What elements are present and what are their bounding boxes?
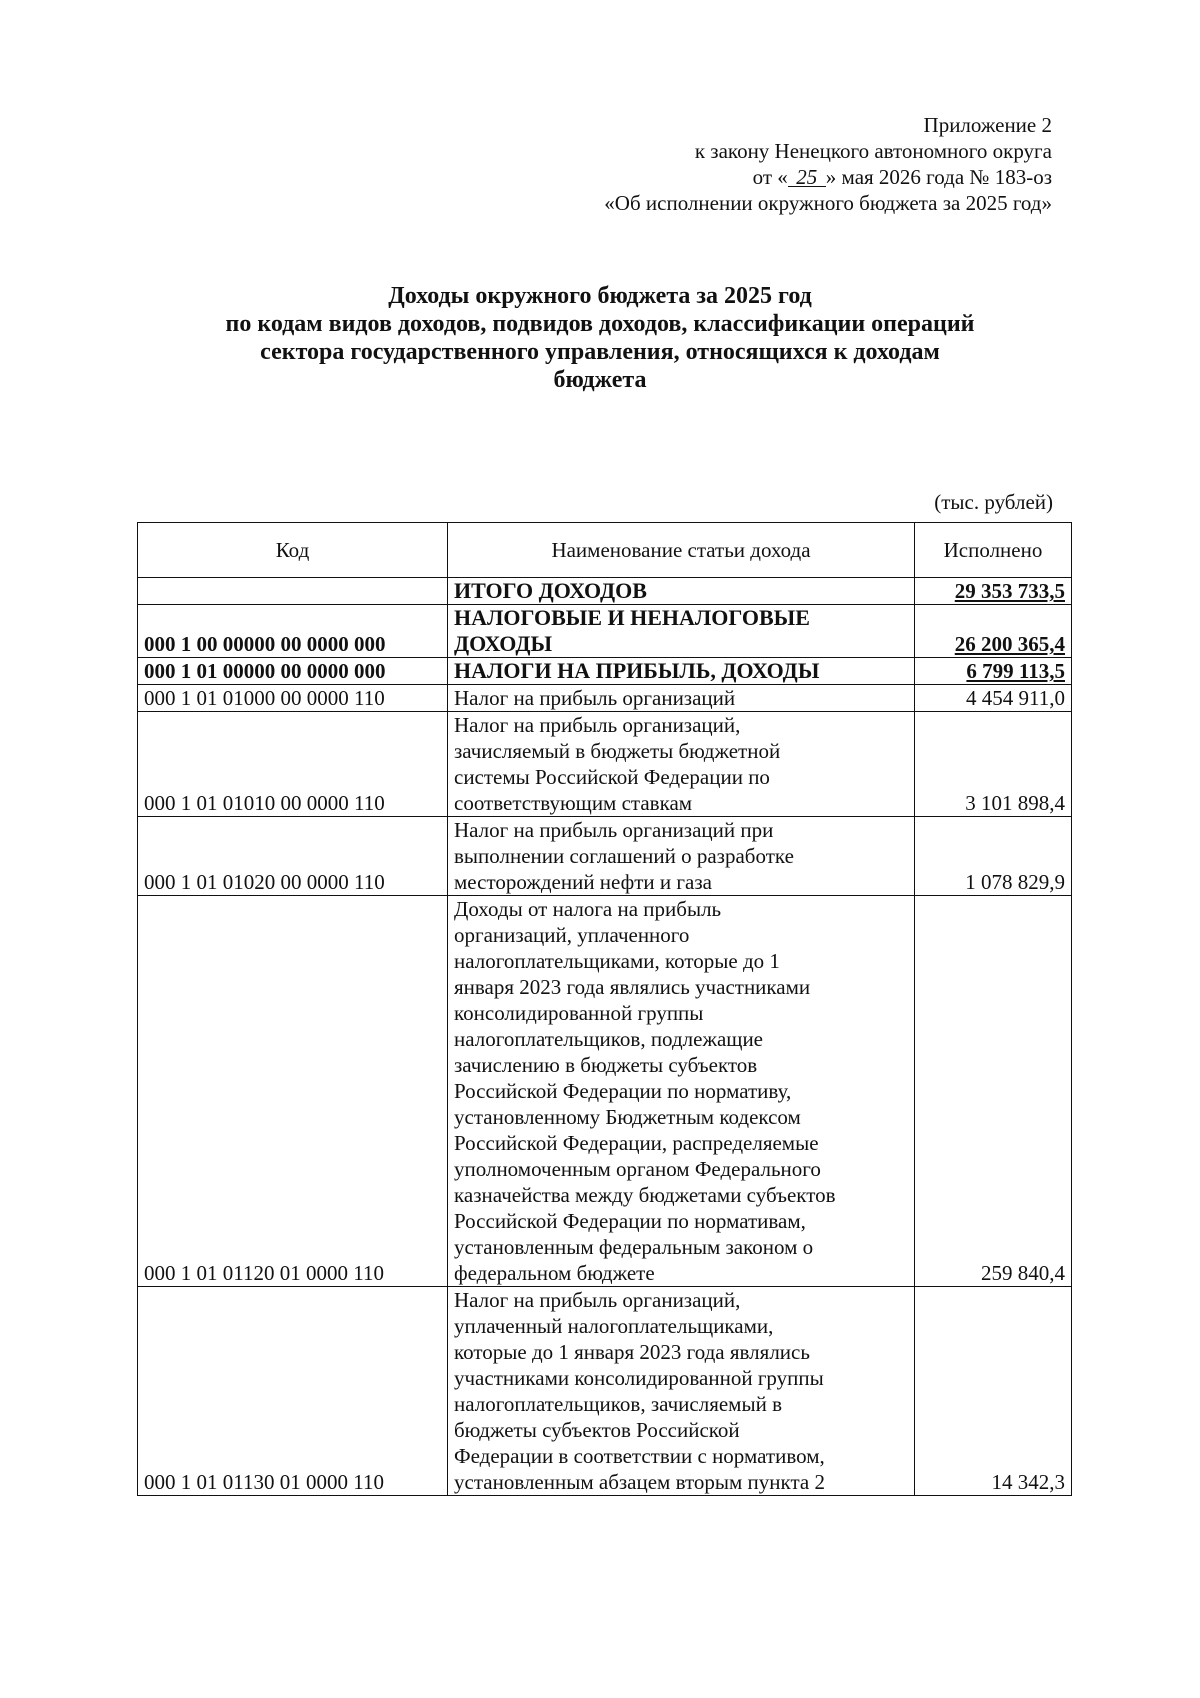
income-name-line: января 2023 года являлись участниками xyxy=(454,975,811,999)
income-value: 6 799 113,5 xyxy=(915,658,1072,685)
table-row xyxy=(138,896,1072,1287)
income-value: 1 078 829,9 xyxy=(915,817,1072,896)
income-code: 000 1 01 00000 00 0000 000 xyxy=(138,658,448,685)
income-name-line: выполнении соглашений о разработке xyxy=(454,844,794,868)
appendix-number: Приложение 2 xyxy=(923,113,1052,137)
income-name-line: налогоплательщиков, зачисляемый в xyxy=(454,1392,782,1416)
income-name-line: зачисляемый в бюджеты бюджетной xyxy=(454,739,781,763)
income-name xyxy=(448,896,915,1287)
income-name-line: казначейства между бюджетами субъектов xyxy=(454,1183,836,1207)
title-line: сектора государственного управления, относящихся к доходам xyxy=(260,339,940,365)
income-code: 000 1 00 00000 00 0000 000 xyxy=(138,605,448,658)
income-name-line: Российской Федерации по нормативам, xyxy=(454,1209,806,1233)
title-line: Доходы окружного бюджета за 2025 год xyxy=(388,283,812,309)
income-name-line: федеральном бюджете xyxy=(454,1261,655,1285)
income-name-line: системы Российской Федерации по xyxy=(454,765,770,789)
income-name-line: НАЛОГИ НА ПРИБЫЛЬ, ДОХОДЫ xyxy=(454,658,820,683)
income-name xyxy=(448,578,915,605)
income-value: 4 454 911,0 xyxy=(915,685,1072,712)
income-name xyxy=(448,658,915,685)
income-code xyxy=(138,578,448,605)
header-code: Код xyxy=(138,523,448,578)
income-code: 000 1 01 01010 00 0000 110 xyxy=(138,712,448,817)
income-name xyxy=(448,712,915,817)
handwritten-day: 25 xyxy=(788,168,826,187)
table-row xyxy=(138,578,1072,605)
income-name-line: установленному Бюджетным кодексом xyxy=(454,1105,801,1129)
income-value: 26 200 365,4 xyxy=(915,605,1072,658)
appendix-law-date: от « 25 » мая 2026 года № 183-оз xyxy=(752,165,1052,189)
table-row xyxy=(138,605,1072,658)
income-name xyxy=(448,685,915,712)
income-name-line: консолидированной группы xyxy=(454,1001,704,1025)
table-row xyxy=(138,817,1072,896)
income-name xyxy=(448,605,915,658)
appendix-law-title: «Об исполнении окружного бюджета за 2025 год» xyxy=(604,191,1052,215)
income-name-line: зачислению в бюджеты субъектов xyxy=(454,1053,758,1077)
income-name-line: которые до 1 января 2023 года являлись xyxy=(454,1340,810,1364)
income-name-line: Налог на прибыль организаций при xyxy=(454,818,774,842)
table-row xyxy=(138,712,1072,817)
income-code: 000 1 01 01120 01 0000 110 xyxy=(138,896,448,1287)
income-name-line: Доходы от налога на прибыль xyxy=(454,897,722,921)
income-code: 000 1 01 01020 00 0000 110 xyxy=(138,817,448,896)
income-name-line: НАЛОГОВЫЕ И НЕНАЛОГОВЫЕ xyxy=(454,605,810,630)
income-name xyxy=(448,1287,915,1496)
income-name-line: ИТОГО ДОХОДОВ xyxy=(454,578,647,603)
header-value: Исполнено xyxy=(915,523,1072,578)
table-header-row xyxy=(138,523,1072,578)
income-name-line: организаций, уплаченного xyxy=(454,923,690,947)
table-row xyxy=(138,1287,1072,1496)
income-name-line: Налог на прибыль организаций xyxy=(454,686,736,710)
income-code: 000 1 01 01000 00 0000 110 xyxy=(138,685,448,712)
income-name-line: уплаченный налогоплательщиками, xyxy=(454,1314,774,1338)
income-name-line: Налог на прибыль организаций, xyxy=(454,713,741,737)
income-name-line: ДОХОДЫ xyxy=(454,631,553,656)
income-name xyxy=(448,817,915,896)
income-name-line: установленным абзацем вторым пункта 2 xyxy=(454,1470,825,1494)
income-name-line: месторождений нефти и газа xyxy=(454,870,712,894)
appendix-header xyxy=(604,112,1052,216)
income-value: 3 101 898,4 xyxy=(915,712,1072,817)
income-name-line: уполномоченным органом Федерального xyxy=(454,1157,821,1181)
table-row xyxy=(138,685,1072,712)
units-label: (тыс. рублей) xyxy=(934,490,1053,514)
header-name: Наименование статьи дохода xyxy=(448,523,915,578)
income-name-line: налогоплательщиков, подлежащие xyxy=(454,1027,764,1051)
income-value: 14 342,3 xyxy=(915,1287,1072,1496)
income-table xyxy=(137,522,1072,1496)
income-value: 29 353 733,5 xyxy=(915,578,1072,605)
income-value: 259 840,4 xyxy=(915,896,1072,1287)
income-name-line: Федерации в соответствии с нормативом, xyxy=(454,1444,825,1468)
table-row xyxy=(138,658,1072,685)
title-line: бюджета xyxy=(553,367,647,393)
title-line: по кодам видов доходов, подвидов доходов, классификации операций xyxy=(225,311,975,337)
income-name-line: Российской Федерации по нормативу, xyxy=(454,1079,792,1103)
document-title xyxy=(140,282,1060,394)
income-name-line: Налог на прибыль организаций, xyxy=(454,1288,741,1312)
income-name-line: соответствующим ставкам xyxy=(454,791,693,815)
income-name-line: участниками консолидированной группы xyxy=(454,1366,824,1390)
income-name-line: налогоплательщиками, которые до 1 xyxy=(454,949,780,973)
income-name-line: бюджеты субъектов Российской xyxy=(454,1418,740,1442)
appendix-law-reference: к закону Ненецкого автономного округа xyxy=(694,139,1052,163)
income-name-line: установленным федеральным законом о xyxy=(454,1235,814,1259)
income-code: 000 1 01 01130 01 0000 110 xyxy=(138,1287,448,1496)
income-name-line: Российской Федерации, распределяемые xyxy=(454,1131,819,1155)
